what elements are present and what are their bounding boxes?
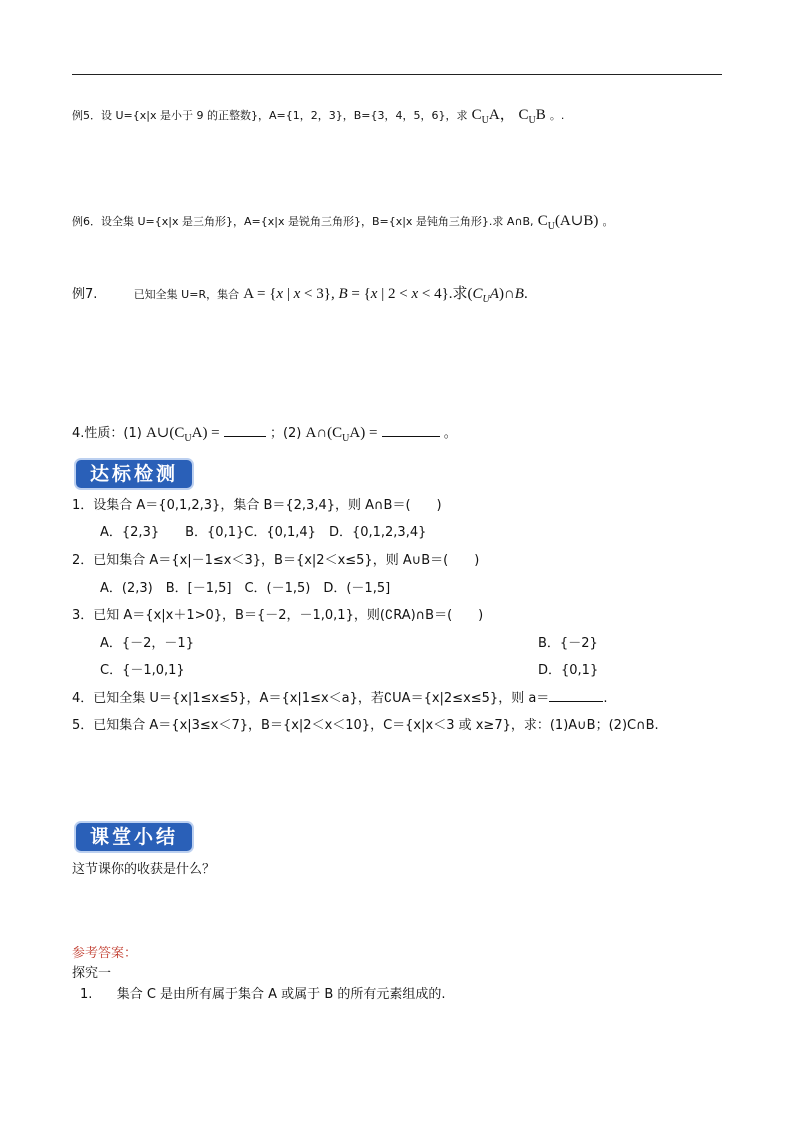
properties: 4.性质：(1) $A\cup(C_UA)$ = ；(2) $A\cap(C_UA)$ = 。: [72, 425, 457, 444]
question-3-option-a: A．{－2，－1}: [100, 636, 194, 651]
question-3-option-c: C．{－1,0,1}: [100, 663, 185, 678]
example-7: [72, 285, 528, 309]
question-2-options: A．(2,3) B．[－1,5] C．(－1,5) D．(－1,5]: [100, 581, 391, 596]
summary-question: 这节课你的收获是什么？: [72, 862, 216, 877]
header-rule: [72, 74, 722, 75]
example-7-text: 已知全集 U=R，集合: [133, 288, 240, 301]
properties-label: 4.性质：(1): [72, 426, 142, 441]
answers-title: 参考答案：: [72, 946, 138, 961]
example-5-text: 例5．设 U={x|x 是小于 9 的正整数}，A={1，2，3}，B={3，4，5，6}，求: [72, 109, 468, 122]
example-5: 例5．设 U={x|x 是小于 9 的正整数}，A={1，2，3}，B={3，4，5，6}，求 $C_UA$， $C_UB$ 。.: [72, 107, 565, 126]
question-4-stem: 4．已知全集 U＝{x|1≤x≤5}，A＝{x|1≤x＜a}，若∁UA＝{x|2≤x≤5}，则 a＝: [72, 691, 550, 706]
property-1-blank[interactable]: [224, 424, 266, 437]
example-6: 例6．设全集 U={x|x 是三角形}，A={x|x 是锐角三角形}，B={x|x 是钝角三角形}.求 A∩B, $C_U(A\cup B)$ 。: [72, 213, 614, 232]
property-2-blank[interactable]: [382, 424, 440, 437]
question-5: 5．已知集合 A＝{x|3≤x＜7}，B＝{x|2＜x＜10}，C＝{x|x＜3 或 x≥7}，求：(1)A∪B；(2)C∩B.: [72, 718, 659, 733]
example-7-label: 例7.: [72, 287, 98, 302]
example-6-formula: $C_U(A\cup B)$: [537, 213, 599, 232]
example-7-formula: A = {x | x < 3}, B = {x | 2 < x < 4}.求$(C_UA)\cap B$.: [243, 286, 528, 305]
answer-item-1-text: 集合 C 是由所有属于集合 A 或属于 B 的所有元素组成的.: [116, 987, 446, 1002]
question-3-option-d: D．{0,1}: [538, 663, 599, 678]
property-1-formula: $A\cup(C_UA)$ =: [145, 425, 220, 444]
question-3: 3．已知 A＝{x|x＋1>0}，B＝{－2，－1,0,1}，则(∁RA)∩B＝( ): [72, 608, 484, 623]
answers-section: 探究一: [72, 966, 112, 981]
answer-item-1: [80, 986, 446, 1004]
example-5-formula: $C_UA$， $C_UB$: [471, 107, 546, 126]
question-4-blank[interactable]: [549, 689, 603, 702]
question-4: 4．已知全集 U＝{x|1≤x≤5}，A＝{x|1≤x＜a}，若∁UA＝{x|2≤x≤5}，则 a＝ .: [72, 691, 608, 706]
question-2: 2．已知集合 A＝{x|－1≤x＜3}，B＝{x|2＜x≤5}，则 A∪B＝( ): [72, 553, 480, 568]
banner-summary: 课堂小结: [74, 821, 194, 853]
question-1-options: A．{2,3} B．{0,1}C．{0,1,4} D．{0,1,2,3,4}: [100, 525, 427, 540]
banner-test: 达标检测: [74, 458, 194, 490]
question-3-option-b: B．{－2}: [538, 636, 598, 651]
answer-item-1-number: 1.: [80, 987, 93, 1002]
question-1: 1．设集合 A＝{0,1,2,3}，集合 B＝{2,3,4}，则 A∩B＝( ): [72, 498, 442, 513]
property-2-formula: $A\cap(C_UA)$ =: [305, 425, 378, 444]
example-6-text: 例6．设全集 U={x|x 是三角形}，A={x|x 是锐角三角形}，B={x|x 是钝角三角形}.求 A∩B,: [72, 215, 534, 228]
